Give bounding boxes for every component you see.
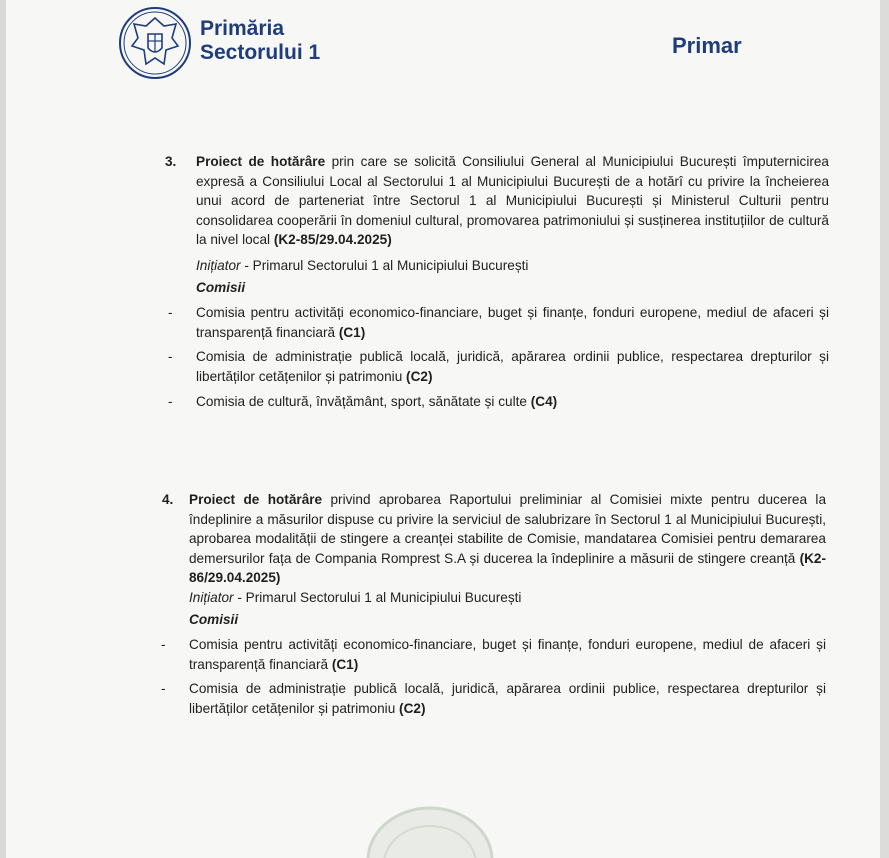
bullet-dash: - <box>168 393 173 409</box>
agenda-item-4 <box>162 490 826 724</box>
initiator-text: - Primarul Sectorului 1 al Municipiului București <box>240 257 529 273</box>
institution-name <box>200 17 320 65</box>
comisie-code: (C1) <box>338 324 366 340</box>
comisie-code: (C1) <box>331 656 359 672</box>
comisie-code: (C4) <box>530 393 558 409</box>
comisie-text: Comisia de administrație publică locală, juridică, apărarea ordinii publice, respectarea drepturilor și libertăților cetățenilor și patrimoniu <box>196 349 829 384</box>
comisie-code: (C2) <box>406 368 433 384</box>
agenda-item-3 <box>165 152 829 416</box>
bullet-dash: - <box>168 305 173 321</box>
item-number: 4. <box>162 492 174 507</box>
list-item <box>161 635 826 674</box>
bullet-dash: - <box>161 681 166 697</box>
stamp-graphic <box>360 790 500 858</box>
comisii-label: Comisii <box>189 611 239 627</box>
initiator-label: Inițiator <box>189 589 234 605</box>
comisii-label: Comisii <box>196 279 246 295</box>
initiator-line <box>189 588 826 608</box>
comisie-text: Comisia pentru activități economico-financiare, buget și finanțe, fonduri europene, mediul de afaceri și transparență financiară <box>189 637 826 672</box>
comisie-text: Comisia pentru activități economico-financiare, buget și finanțe, fonduri europene, mediul de afaceri și transparență financiară <box>196 305 829 340</box>
list-item <box>168 347 829 386</box>
header-title: Primar <box>672 33 742 58</box>
document-page <box>6 0 880 858</box>
logo-line-2: Sectorului 1 <box>200 41 321 64</box>
page-edge-right <box>880 0 889 858</box>
bullet-dash: - <box>161 637 166 653</box>
initiator-label: Inițiator <box>196 257 241 273</box>
item-reference: (K2-86/29.04.2025) <box>189 550 826 586</box>
comisie-text: Comisia de administrație publică locală, juridică, apărarea ordinii publice, respectarea drepturilor și libertăților cetățenilor și patrimoniu <box>189 681 826 716</box>
coat-of-arms-logo <box>118 6 192 80</box>
list-item <box>168 303 829 342</box>
item-title: Proiect de hotărâre <box>196 154 326 169</box>
item-paragraph <box>189 490 826 588</box>
item-number: 3. <box>165 154 177 169</box>
comisie-text: Comisia de cultură, învățământ, sport, sănătate și culte <box>196 393 531 409</box>
item-text: prin care se solicită Consiliului General al Municipiului București împuternicirea expresă a Consiliului Local al Sectorului 1 al Municipiului București de a hotărî cu privire la încheierea unui acord de parteneriat între Sectorul 1 al Municipiului București și Ministerul Culturii pentru consolidarea cooperării în domeniul cultural, promovarea patrimoniului și susținerea instituțiilor de cultură la nivel local <box>196 154 829 248</box>
comisie-code: (C2) <box>399 700 426 716</box>
bullet-dash: - <box>168 349 173 365</box>
item-paragraph <box>196 152 829 250</box>
initiator-text: - Primarul Sectorului 1 al Municipiului București <box>233 589 522 605</box>
comisii-list <box>168 303 829 411</box>
logo-line-1: Primăria <box>200 17 285 40</box>
initiator-line <box>196 256 829 276</box>
item-title: Proiect de hotărâre <box>189 492 323 507</box>
list-item <box>168 392 829 412</box>
list-item <box>161 679 826 718</box>
item-text: privind aprobarea Raportului preliminiar al Comisiei mixte pentru ducerea la îndeplinire a măsurilor dispuse cu privire la serviciul de salubrizare în Sectorul 1 al Municipiului București, aprobarea modalității de stingere a creanței stabilite de Comisie, mandatarea Comisiei pentru demararea demersurilor fața de Compania Romprest S.A și ducerea la îndeplinire a măsurii de stingere creanță <box>189 492 826 566</box>
comisii-list <box>161 635 826 718</box>
item-reference: (K2-85/29.04.2025) <box>273 232 392 248</box>
